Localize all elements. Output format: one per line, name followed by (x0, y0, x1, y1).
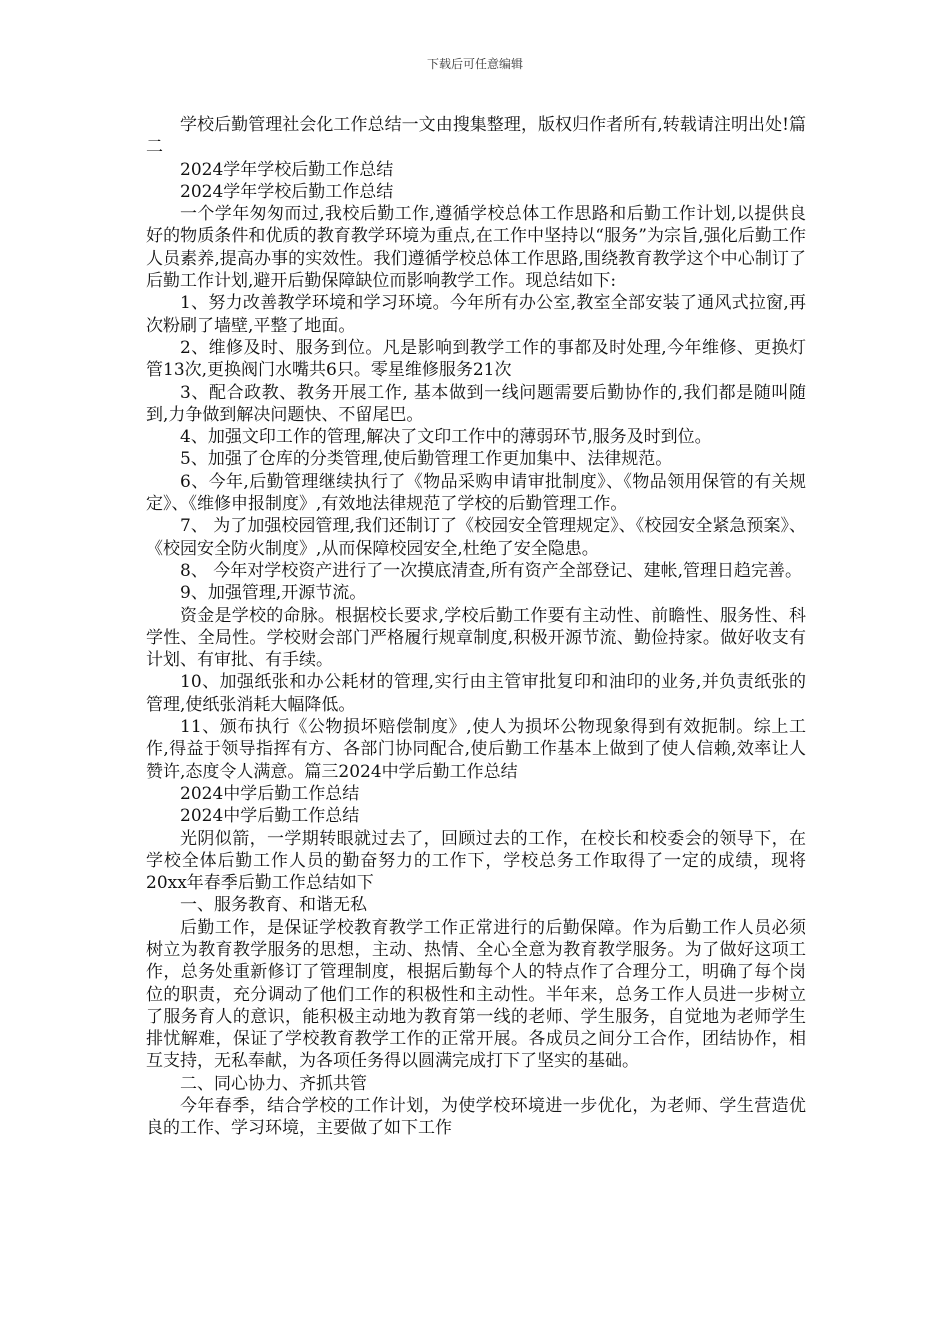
document-body (146, 114, 806, 1140)
list-item: 4、加强文印工作的管理,解决了文印工作中的薄弱环节,服务及时到位。 (180, 427, 712, 448)
section-title: 2024学年学校后勤工作总结 (180, 159, 394, 180)
list-item: 5、加强了仓库的分类管理,使后勤管理工作更加集中、法律规范。 (180, 449, 673, 470)
page-header: 下载后可任意编辑 (426, 57, 523, 71)
paragraph: 学校后勤管理社会化工作总结一文由搜集整理，版权归作者所有,转载请注明出处!篇二 (146, 115, 806, 158)
section-title: 2024中学后勤工作总结 (180, 783, 360, 804)
paragraph: 资金是学校的命脉。根据校长要求,学校后勤工作要有主动性、前瞻性、服务性、科学性、全局性。学校财会部门严格履行规章制度,积极开源节流、勤俭持家。做好收支有计划、有审批、有手续。 (146, 605, 806, 671)
list-item: 3、配合政教、教务开展工作, 基本做到一线问题需要后勤协作的,我们都是随叫随到,力争做到解决问题快、不留尾巴。 (146, 382, 806, 425)
list-item: 7、 为了加强校园管理,我们还制订了《校园安全管理规定》、《校园安全紧急预案》、《校园安全防火制度》,从而保障校园安全,杜绝了安全隐患。 (146, 516, 806, 559)
paragraph: 光阴似箭，一学期转眼就过去了，回顾过去的工作，在校长和校委会的领导下，在学校全体后勤工作人员的勤奋努力的工作下，学校总务工作取得了一定的成绩，现将20xx年春季后勤工作总结如下 (146, 828, 806, 894)
paragraph: 后勤工作，是保证学校教育教学工作正常进行的后勤保障。作为后勤工作人员必须树立为教育教学服务的思想，主动、热情、全心全意为教育教学服务。为了做好这项工作，总务处重新修订了管理制度，根据后勤每个人的特点作了合理分工，明确了每个岗位的职责，充分调动了他们工作的积极性和主动性。半年来，总务工作人员进一步树立了服务育人的意识，能积极主动地为教育第一线的老师、学生服务，自觉地为老师学生排忧解难，保证了学校教育教学工作的正常开展。各成员之间分工合作，团结协作，相互支持，无私奉献，为各项任务得以圆满完成打下了坚实的基础。 (146, 917, 806, 1072)
list-item: 11、颁布执行《公物损坏赔偿制度》,使人为损坏公物现象得到有效扼制。综上工作,得益于领导指挥有方、各部门协同配合,使后勤工作基本上做到了使人信赖,效率让人赞许,态度令人满意。篇三2024中学后勤工作总结 (146, 717, 806, 782)
subsection-heading: 二、同心协力、齐抓共管 (180, 1073, 367, 1094)
section-title: 2024中学后勤工作总结 (180, 806, 360, 827)
list-item: 2、维修及时、服务到位。凡是影响到教学工作的事都及时处理,今年维修、更换灯管13次,更换阀门水嘴共6只。零星维修服务21次 (146, 337, 806, 381)
list-item: 6、今年,后勤管理继续执行了《物品采购申请审批制度》、《物品领用保管的有关规定》、《维修申报制度》,有效地法律规范了学校的后勤管理工作。 (146, 471, 806, 515)
list-item: 10、加强纸张和办公耗材的管理,实行由主管审批复印和油印的业务,并负责纸张的管理,使纸张消耗大幅降低。 (146, 672, 806, 715)
section-title: 2024学年学校后勤工作总结 (180, 181, 394, 202)
subsection-heading: 一、服务教育、和谐无私 (180, 895, 367, 916)
list-item: 8、 今年对学校资产进行了一次摸底清查,所有资产全部登记、建帐,管理日趋完善。 (180, 560, 803, 581)
paragraph: 今年春季，结合学校的工作计划，为使学校环境进一步优化，为老师、学生营造优良的工作、学习环境，主要做了如下工作 (146, 1096, 806, 1139)
paragraph: 一个学年匆匆而过,我校后勤工作,遵循学校总体工作思路和后勤工作计划,以提供良好的物质条件和优质的教育教学环境为重点,在工作中坚持以“服务”为宗旨,强化后勤工作人员素养,提高办事的实效性。我们遵循学校总体工作思路,围绕教育教学这个中心制订了后勤工作计划,避开后勤保障缺位而影响教学工作。现总结如下: (146, 204, 806, 292)
list-item: 1、努力改善教学环境和学习环境。今年所有办公室,教室全部安装了通风式拉窗,再次粉刷了墙壁,平整了地面。 (146, 293, 806, 336)
list-item: 9、加强管理,开源节流。 (180, 583, 367, 604)
